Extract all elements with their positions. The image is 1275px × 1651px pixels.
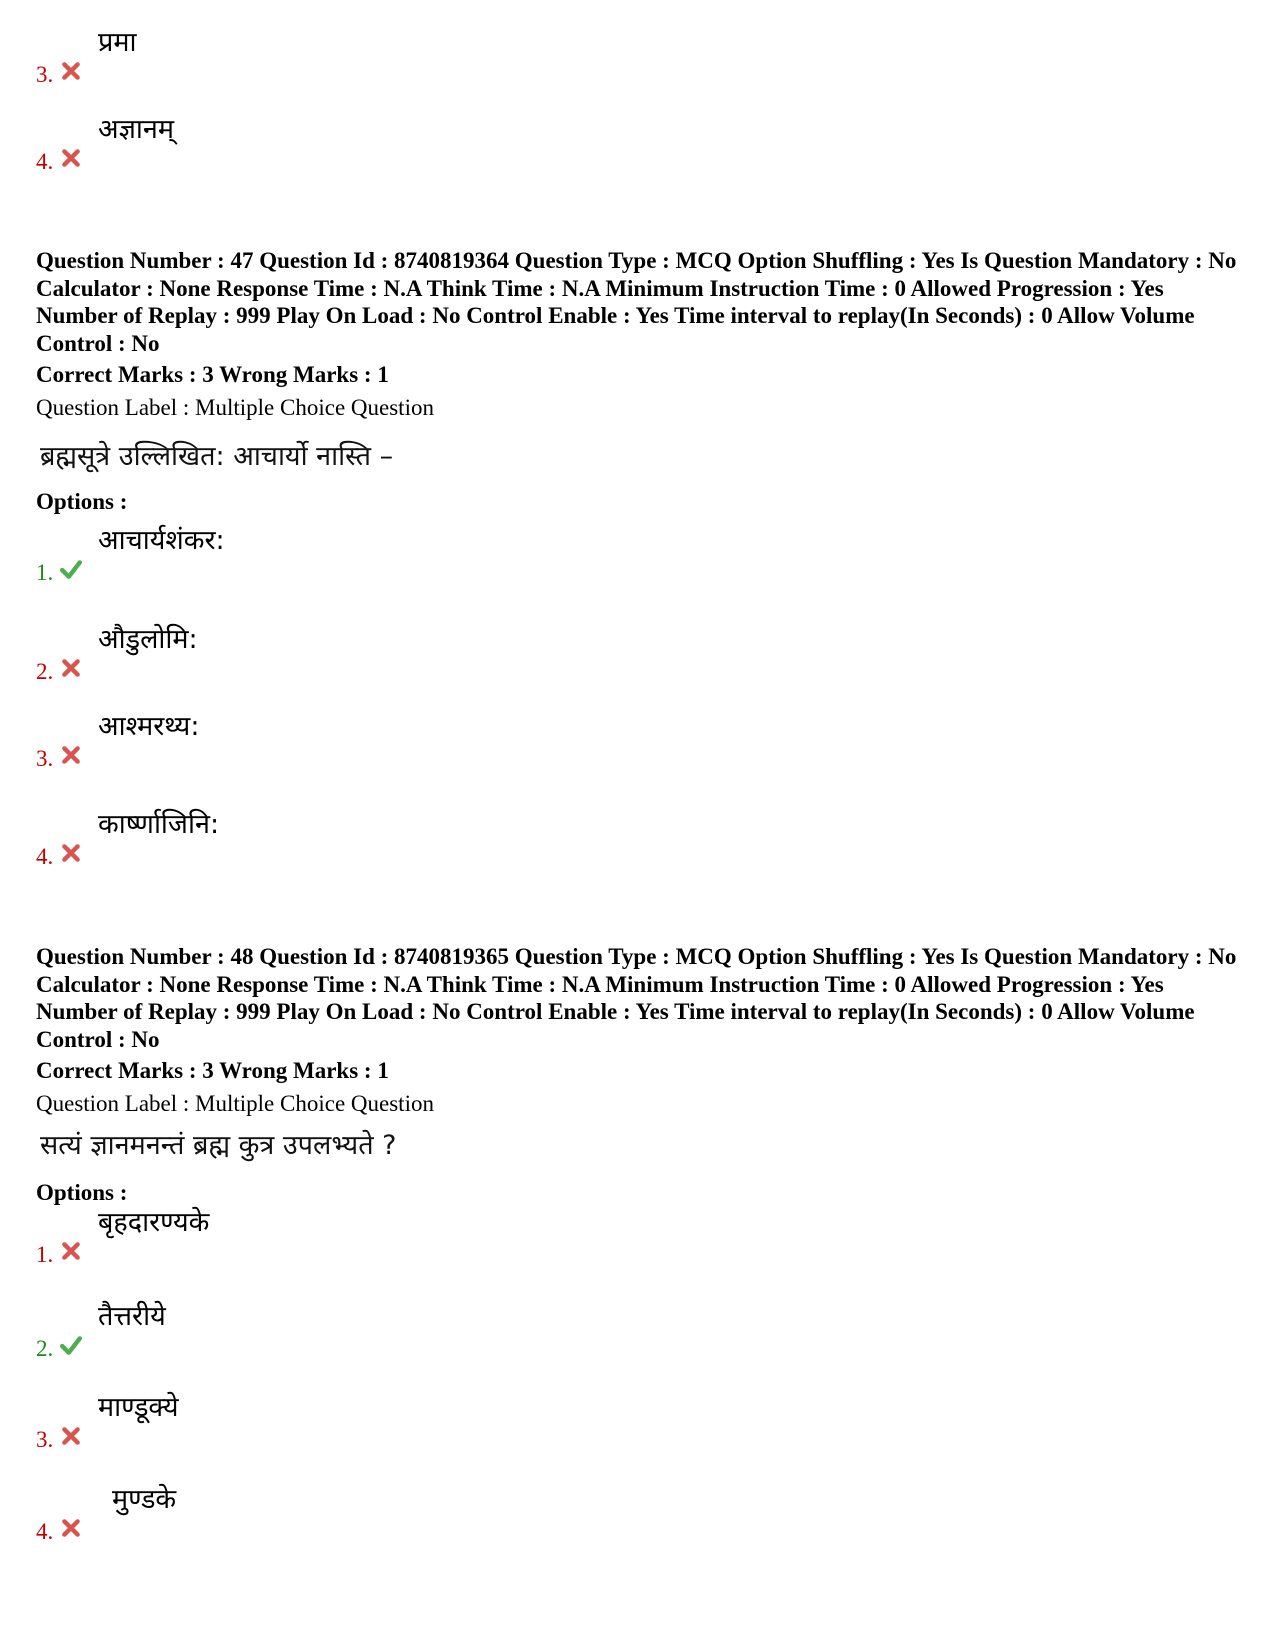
question-marks: Correct Marks : 3 Wrong Marks : 1 — [36, 1058, 389, 1083]
option-text: कार्ष्णाजिनि: — [98, 809, 220, 840]
option-item — [36, 1206, 636, 1266]
option-number: 4. — [36, 1519, 54, 1544]
option-number: 3. — [36, 746, 54, 771]
options-heading: Options : — [36, 1180, 128, 1205]
check-icon — [60, 558, 82, 580]
option-item — [36, 623, 636, 683]
cross-icon — [60, 1240, 82, 1262]
cross-icon — [60, 1517, 82, 1539]
option-number: 4. — [36, 844, 54, 869]
option-number: 2. — [36, 659, 54, 684]
option-item — [36, 26, 636, 86]
cross-icon — [60, 1425, 82, 1447]
question-label: Question Label : Multiple Choice Question — [36, 1091, 434, 1116]
cross-icon — [60, 147, 82, 169]
option-text: बृहदारण्यके — [98, 1207, 210, 1238]
question-meta: Question Number : 48 Question Id : 8740819365 Question Type : MCQ Option Shuffling : Yes Is Question Mandatory : No Calculator : None Response Time : N.A Think Time : N.A Minimum Instruction Time : 0 Allowed Progression : Yes Number of Replay : 999 Play On Load : No Control Enable : Yes Time interval to replay(In Seconds) : 0 Allow Volume Control : No — [36, 944, 1237, 1052]
option-item — [36, 524, 636, 584]
option-item — [36, 113, 636, 173]
option-text: तैत्तरीये — [98, 1301, 166, 1332]
cross-icon — [60, 60, 82, 82]
option-number: 2. — [36, 1336, 54, 1361]
option-text: आश्मरथ्य: — [98, 711, 200, 742]
cross-icon — [60, 842, 82, 864]
check-icon — [60, 1334, 82, 1356]
option-item — [36, 710, 636, 770]
question-text: ब्रह्मसूत्रे उल्लिखित: आचार्यो नास्ति – — [40, 441, 394, 472]
question-label: Question Label : Multiple Choice Question — [36, 395, 434, 420]
option-item — [36, 1483, 636, 1543]
option-text: औडुलोमि: — [98, 624, 198, 655]
option-item — [36, 808, 636, 868]
option-number: 1. — [36, 1242, 54, 1267]
option-text: मुण्डके — [112, 1484, 177, 1515]
question-marks: Correct Marks : 3 Wrong Marks : 1 — [36, 362, 389, 387]
option-text: अज्ञानम् — [98, 114, 175, 145]
option-number: 3. — [36, 62, 54, 87]
cross-icon — [60, 744, 82, 766]
option-text: आचार्यशंकर: — [98, 525, 225, 556]
options-heading: Options : — [36, 489, 128, 514]
option-item — [36, 1391, 636, 1451]
option-text: प्रमा — [98, 27, 137, 58]
option-number: 1. — [36, 560, 54, 585]
option-item — [36, 1300, 636, 1360]
option-number: 4. — [36, 149, 54, 174]
question-text: सत्यं ज्ञानमनन्तं ब्रह्म कुत्र उपलभ्यते ? — [40, 1130, 397, 1161]
option-number: 3. — [36, 1427, 54, 1452]
cross-icon — [60, 657, 82, 679]
question-meta: Question Number : 47 Question Id : 8740819364 Question Type : MCQ Option Shuffling : Yes Is Question Mandatory : No Calculator : None Response Time : N.A Think Time : N.A Minimum Instruction Time : 0 Allowed Progression : Yes Number of Replay : 999 Play On Load : No Control Enable : Yes Time interval to replay(In Seconds) : 0 Allow Volume Control : No — [36, 248, 1237, 356]
option-text: माण्डूक्ये — [98, 1392, 179, 1423]
